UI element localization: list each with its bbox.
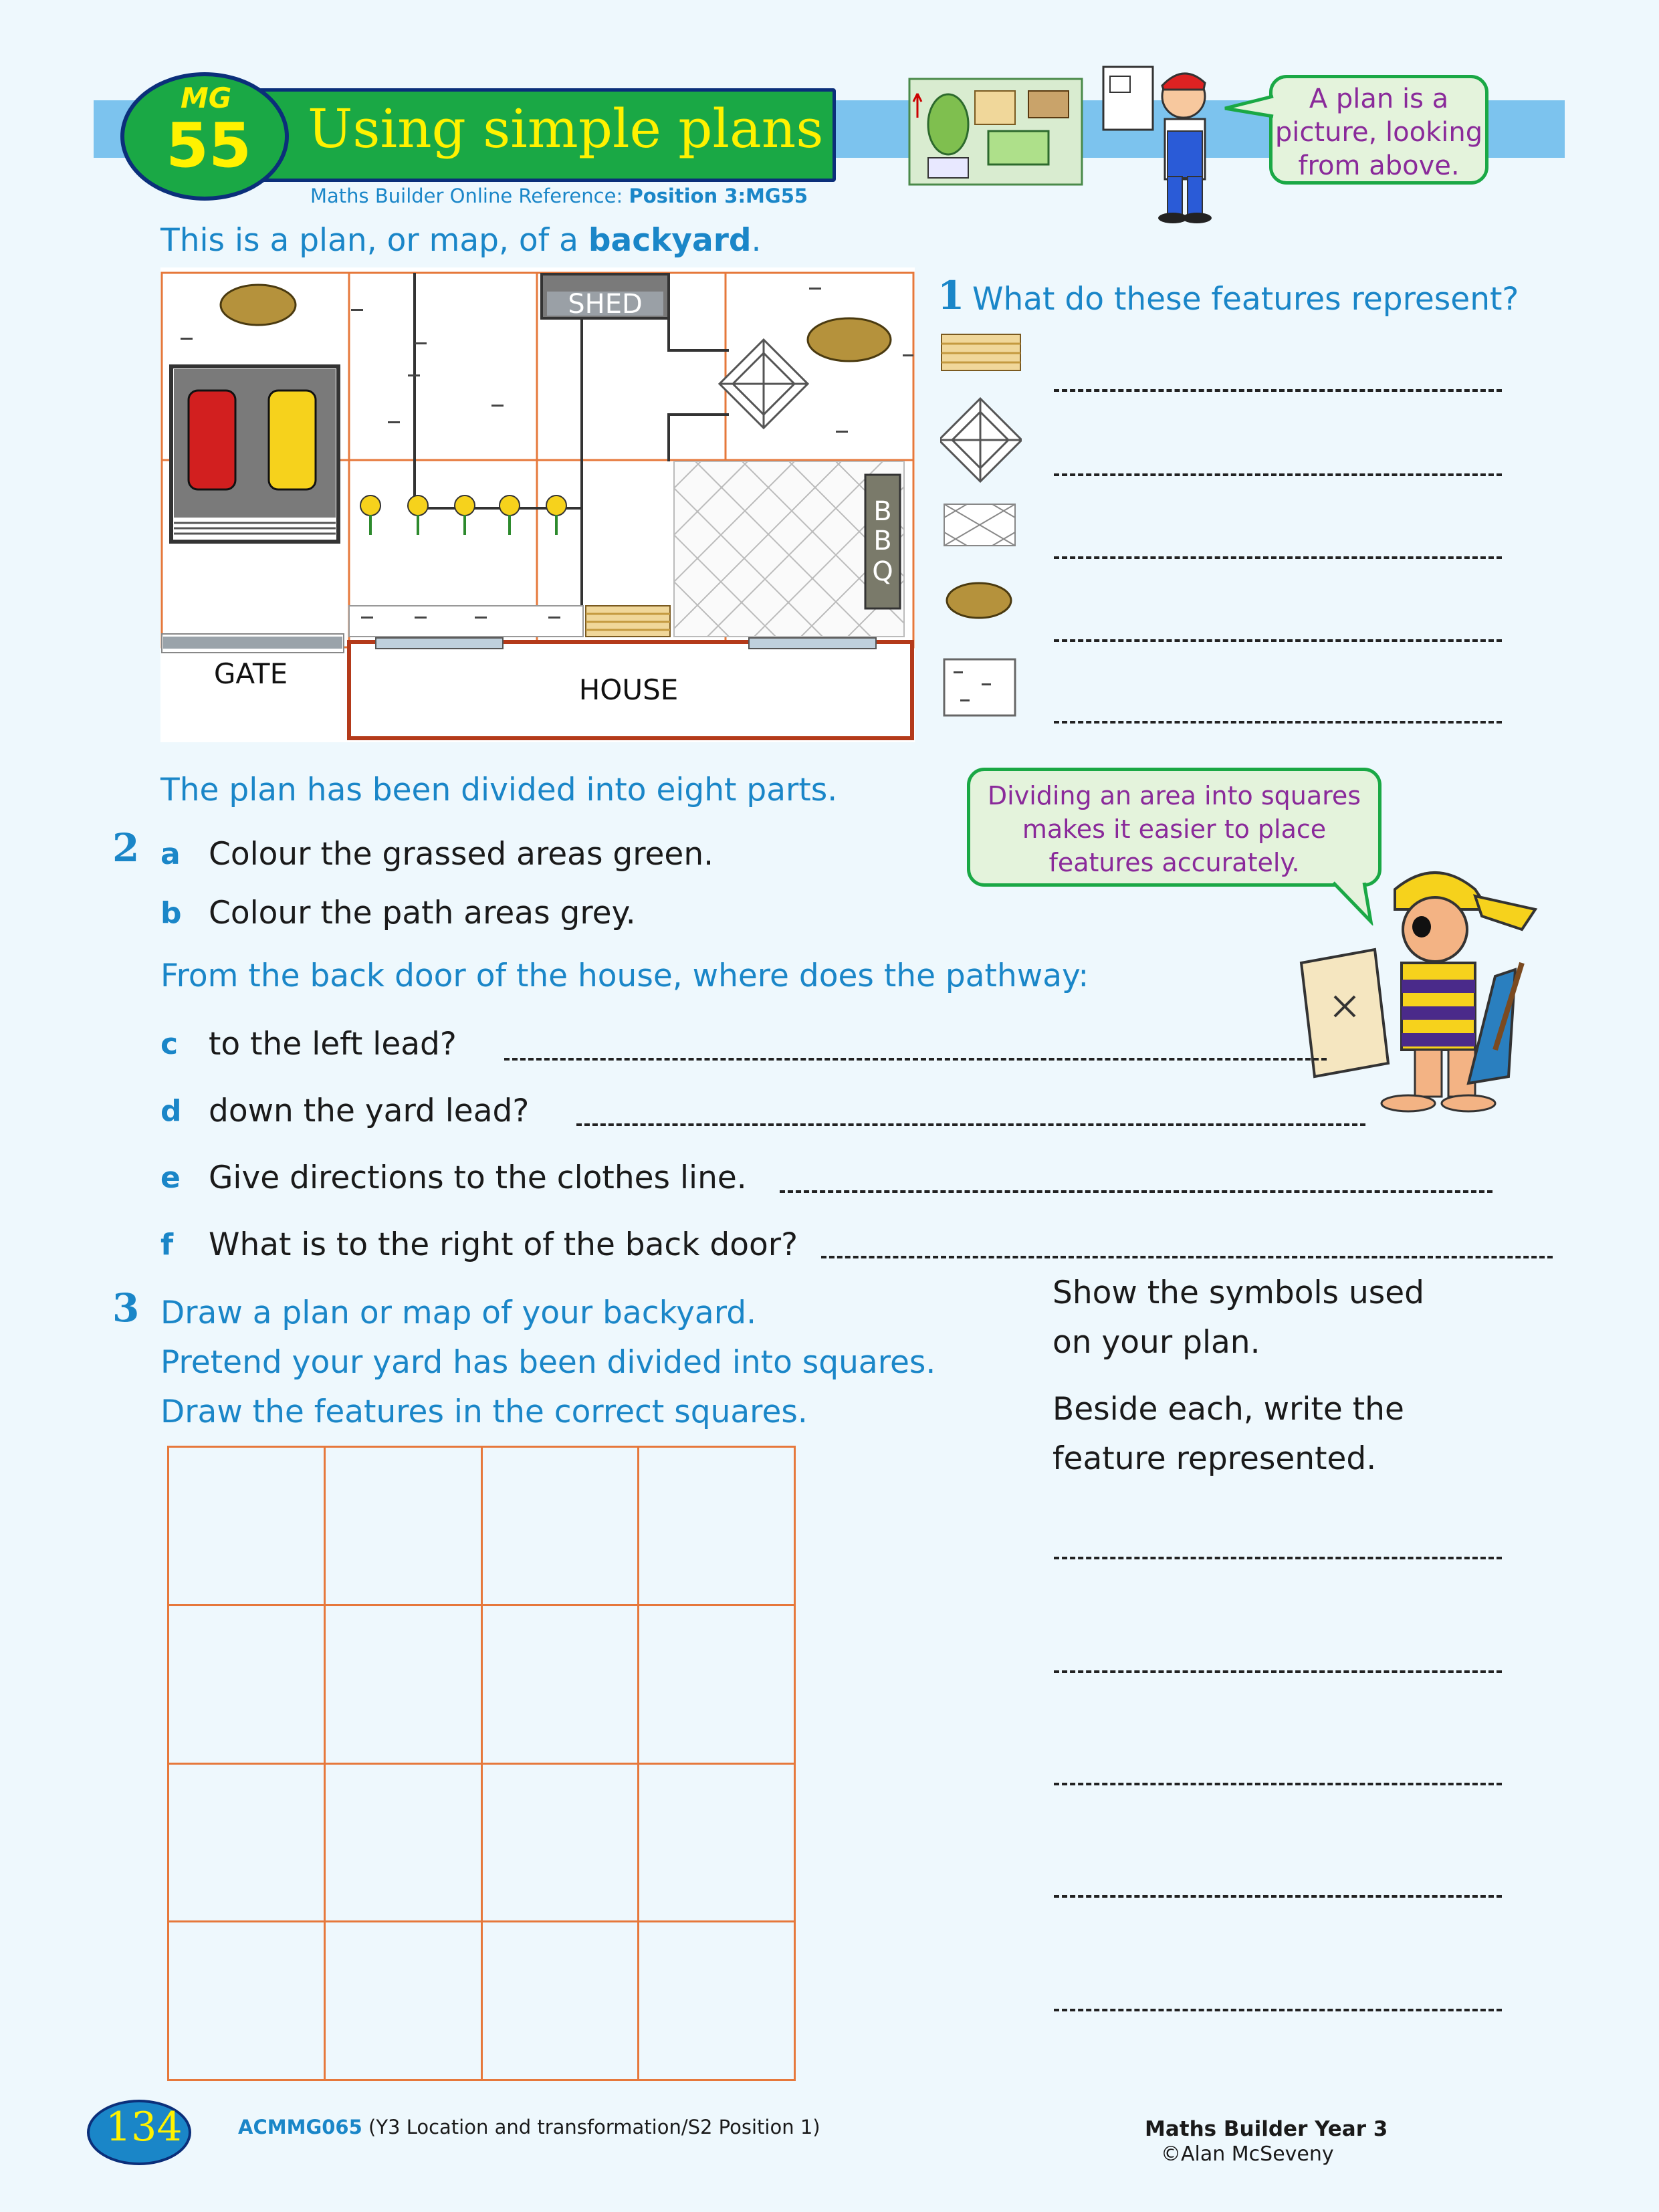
q2c-text: to the left lead? xyxy=(209,1026,457,1063)
grid-cell[interactable] xyxy=(638,1605,794,1763)
feature-symbols xyxy=(940,332,1022,720)
intro-line xyxy=(160,222,761,259)
q3-line-3: Draw the features in the correct squares. xyxy=(160,1394,808,1430)
q2d-letter: d xyxy=(160,1094,182,1128)
grid-cell[interactable] xyxy=(325,1447,481,1606)
question-2-number: 2 xyxy=(112,825,140,871)
grid-cell[interactable] xyxy=(169,1763,325,1922)
q2a-text: Colour the grassed areas green. xyxy=(209,836,714,873)
speech-line: picture, looking xyxy=(1275,117,1483,148)
divided-note: The plan has been divided into eight parts. xyxy=(160,772,838,808)
intro-text: This is a plan, or map, of a xyxy=(160,222,588,259)
q3-line-1: Draw a plan or map of your backyard. xyxy=(160,1295,757,1331)
q2e-letter: e xyxy=(160,1161,181,1195)
page-title: Using simple plans xyxy=(308,98,824,160)
speech-tail xyxy=(1224,94,1275,120)
q2e-text: Give directions to the clothes line. xyxy=(209,1159,747,1196)
bbq-label-b1: B xyxy=(873,496,892,527)
answer-line-1d[interactable] xyxy=(1054,639,1502,642)
speech-line: features accurately. xyxy=(1048,848,1300,877)
grid-cell[interactable] xyxy=(169,1922,325,2080)
backyard-plan xyxy=(160,267,915,742)
book-title: Maths Builder Year 3 xyxy=(1145,2117,1388,2141)
grid-cell[interactable] xyxy=(638,1922,794,2080)
page-number: 134 xyxy=(106,2104,183,2150)
answer-line-1a[interactable] xyxy=(1054,389,1502,392)
question-1-number: 1 xyxy=(937,273,965,318)
answer-line-2e[interactable] xyxy=(780,1190,1492,1193)
grid-cell[interactable] xyxy=(169,1447,325,1606)
q3-line-2: Pretend your yard has been divided into squares. xyxy=(160,1344,936,1381)
clothes-line-symbol-icon xyxy=(940,399,1022,481)
pirate-with-map-illustration xyxy=(1295,863,1565,1117)
man-with-plan-illustration xyxy=(1090,58,1237,225)
grid-cell[interactable] xyxy=(481,1447,638,1606)
answer-line-1b[interactable] xyxy=(1054,473,1502,476)
answer-line-3e[interactable] xyxy=(1054,2009,1502,2011)
grid-cell[interactable] xyxy=(325,1763,481,1922)
grid-cell[interactable] xyxy=(325,1922,481,2080)
house-label: HOUSE xyxy=(578,673,679,706)
q3-side-1b: on your plan. xyxy=(1053,1324,1260,1361)
drawing-grid[interactable] xyxy=(167,1446,796,2081)
curriculum-reference xyxy=(238,2116,820,2138)
bbq-label-q: Q xyxy=(872,556,893,587)
grass-symbol-icon xyxy=(944,659,1015,715)
topic-code: MG xyxy=(181,82,232,114)
grid-cell[interactable] xyxy=(325,1605,481,1763)
q2-intro: From the back door of the house, where does the pathway: xyxy=(160,958,1089,994)
answer-line-1c[interactable] xyxy=(1054,556,1502,559)
bbq-label-b2: B xyxy=(873,526,892,556)
speech-line: A plan is a xyxy=(1309,84,1449,114)
topic-number: 55 xyxy=(166,110,252,181)
grid-cell[interactable] xyxy=(481,1763,638,1922)
answer-line-1e[interactable] xyxy=(1054,721,1502,724)
curriculum-desc: (Y3 Location and transformation/S2 Position 1) xyxy=(362,2116,820,2138)
mini-plan-illustration xyxy=(908,78,1083,186)
answer-line-2d[interactable] xyxy=(576,1123,1365,1126)
q2d-text: down the yard lead? xyxy=(209,1093,530,1129)
speech-line: Dividing an area into squares xyxy=(987,781,1361,810)
answer-line-3a[interactable] xyxy=(1054,1557,1502,1559)
speech-line: makes it easier to place xyxy=(1022,814,1327,844)
question-3-number: 3 xyxy=(112,1285,140,1331)
copyright: ©Alan McSeveny xyxy=(1161,2142,1334,2166)
grid-cell[interactable] xyxy=(481,1605,638,1763)
answer-line-2c[interactable] xyxy=(504,1058,1327,1061)
grid-cell[interactable] xyxy=(481,1922,638,2080)
grid-cell[interactable] xyxy=(638,1447,794,1606)
q2f-text: What is to the right of the back door? xyxy=(209,1226,798,1263)
reference-prefix: Maths Builder Online Reference: xyxy=(310,185,623,207)
q2f-letter: f xyxy=(160,1228,174,1262)
q2b-text: Colour the path areas grey. xyxy=(209,895,636,931)
online-reference xyxy=(310,185,808,207)
patio-symbol-icon xyxy=(944,504,1015,546)
steps-symbol-icon xyxy=(942,334,1020,370)
q2b-letter: b xyxy=(160,896,182,930)
intro-suffix: . xyxy=(751,222,762,259)
q2c-letter: c xyxy=(160,1027,179,1061)
q2a-letter: a xyxy=(160,837,181,871)
answer-line-2f[interactable] xyxy=(821,1256,1553,1258)
grid-cell[interactable] xyxy=(169,1605,325,1763)
intro-bold: backyard xyxy=(588,222,752,259)
question-1-text: What do these features represent? xyxy=(972,281,1519,318)
q3-side-2b: feature represented. xyxy=(1053,1440,1377,1477)
grid-cell[interactable] xyxy=(638,1763,794,1922)
gate-label: GATE xyxy=(213,657,288,690)
reference-value: Position 3:MG55 xyxy=(629,185,808,207)
speech-bubble-plan xyxy=(1269,75,1488,185)
q3-side-1a: Show the symbols used xyxy=(1053,1275,1425,1311)
curriculum-code: ACMMG065 xyxy=(238,2116,362,2138)
q3-side-2a: Beside each, write the xyxy=(1053,1391,1404,1428)
answer-line-3c[interactable] xyxy=(1054,1783,1502,1785)
speech-line: from above. xyxy=(1298,150,1460,181)
shed-label: SHED xyxy=(568,289,643,320)
answer-line-3b[interactable] xyxy=(1054,1670,1502,1673)
bush-symbol-icon xyxy=(947,583,1011,618)
answer-line-3d[interactable] xyxy=(1054,1895,1502,1898)
